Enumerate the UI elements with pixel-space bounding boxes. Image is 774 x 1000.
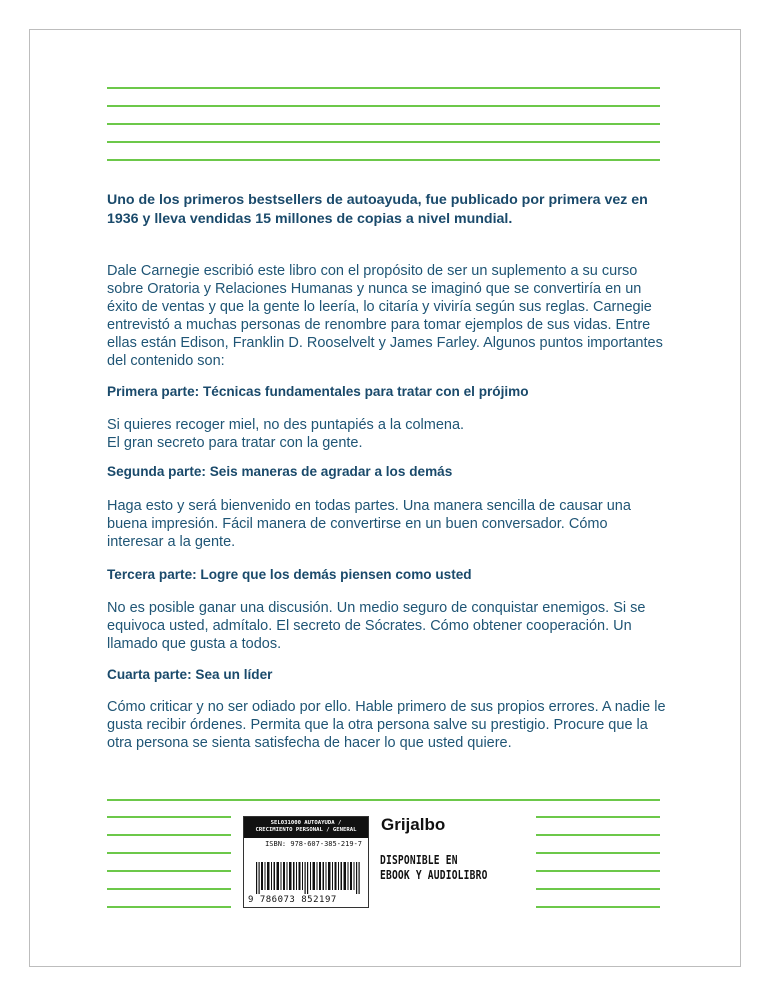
section-2-body (107, 497, 652, 551)
top-rule (107, 87, 660, 89)
bottom-rule (536, 852, 660, 854)
section-4 (107, 666, 667, 684)
top-rule (107, 141, 660, 143)
intro-paragraph: Dale Carnegie escribió este libro con el propósito de ser un suplemento a su curso sobre Oratoria y Relaciones Humanas y nunca se imaginó que se convertiría en un éxito de ventas y que la gente lo leería, lo citaría y viviría según sus reglas. Carnegie entrevistó a muchas personas de renombre para tomar ejemplos de sus vidas. Entre ellas están Edison, Franklin D. Rooselvelt y James Farley. Algunos puntos importantes del contenido son: (107, 263, 663, 369)
barcode-label (243, 816, 369, 908)
availability-line: EBOOK Y AUDIOLIBRO (380, 869, 488, 883)
section-2 (107, 463, 667, 481)
section-1 (107, 383, 667, 401)
section-line: Haga esto y será bienvenido en todas partes. Una manera sencilla de causar una buena impresión. Fácil manera de convertirse en un buen conversador. Cómo interesar a la gente. (107, 498, 631, 550)
section-line: Si quieres recoger miel, no des puntapiés a la colmena. (107, 417, 465, 433)
lead-block (107, 191, 667, 228)
top-rule (107, 123, 660, 125)
section-line: El gran secreto para tratar con la gente. (107, 435, 363, 451)
bottom-rule (536, 888, 660, 890)
section-heading: Tercera parte: Logre que los demás piensen como usted (107, 567, 472, 582)
top-rule (107, 105, 660, 107)
publisher-logo: Grijalbo (381, 815, 446, 834)
category-line: SEL031000 AUTOAYUDA / (270, 820, 342, 826)
barcode-bars-icon (256, 862, 364, 894)
bottom-rule (107, 834, 231, 836)
category-line: CRECIMIENTO PERSONAL / GENERAL (255, 827, 357, 833)
barcode-category (244, 817, 368, 838)
section-heading: Cuarta parte: Sea un líder (107, 667, 273, 682)
bottom-rule (107, 888, 231, 890)
isbn-text: ISBN: 978-607-385-219-7 (265, 840, 362, 848)
lead-paragraph: Uno de los primeros bestsellers de autoayuda, fue publicado por primera vez en 1936 y lleva vendidas 15 millones de copias a nivel mundial. (107, 192, 648, 227)
bottom-rule (107, 906, 231, 908)
section-heading: Primera parte: Técnicas fundamentales para tratar con el prójimo (107, 384, 529, 399)
barcode-number: 9 786073 852197 (248, 895, 337, 905)
section-4-body (107, 698, 667, 752)
top-rule (107, 159, 660, 161)
section-3 (107, 566, 667, 584)
bottom-rule (107, 816, 231, 818)
availability-note (380, 854, 488, 884)
bottom-rule (107, 870, 231, 872)
intro-block (107, 262, 665, 370)
section-line: Cómo criticar y no ser odiado por ello. Hable primero de sus propios errores. A nadie le gusta recibir órdenes. Permita que la otra persona salve su prestigio. Procure que la otra persona se sienta satisfecha de hacer lo que usted quiere. (107, 699, 666, 751)
bottom-rule (536, 870, 660, 872)
bottom-rule (536, 834, 660, 836)
availability-line: DISPONIBLE EN (380, 854, 458, 868)
section-1-body (107, 416, 667, 452)
bottom-rule (107, 852, 231, 854)
bottom-rule (107, 799, 660, 801)
bottom-rule (536, 816, 660, 818)
bottom-rule (536, 906, 660, 908)
section-heading: Segunda parte: Seis maneras de agradar a los demás (107, 464, 453, 479)
section-line: No es posible ganar una discusión. Un medio seguro de conquistar enemigos. Si se equivoca usted, admítalo. El secreto de Sócrates. Cómo obtener cooperación. Un llamado que gusta a todos. (107, 600, 646, 652)
section-3-body (107, 599, 655, 653)
